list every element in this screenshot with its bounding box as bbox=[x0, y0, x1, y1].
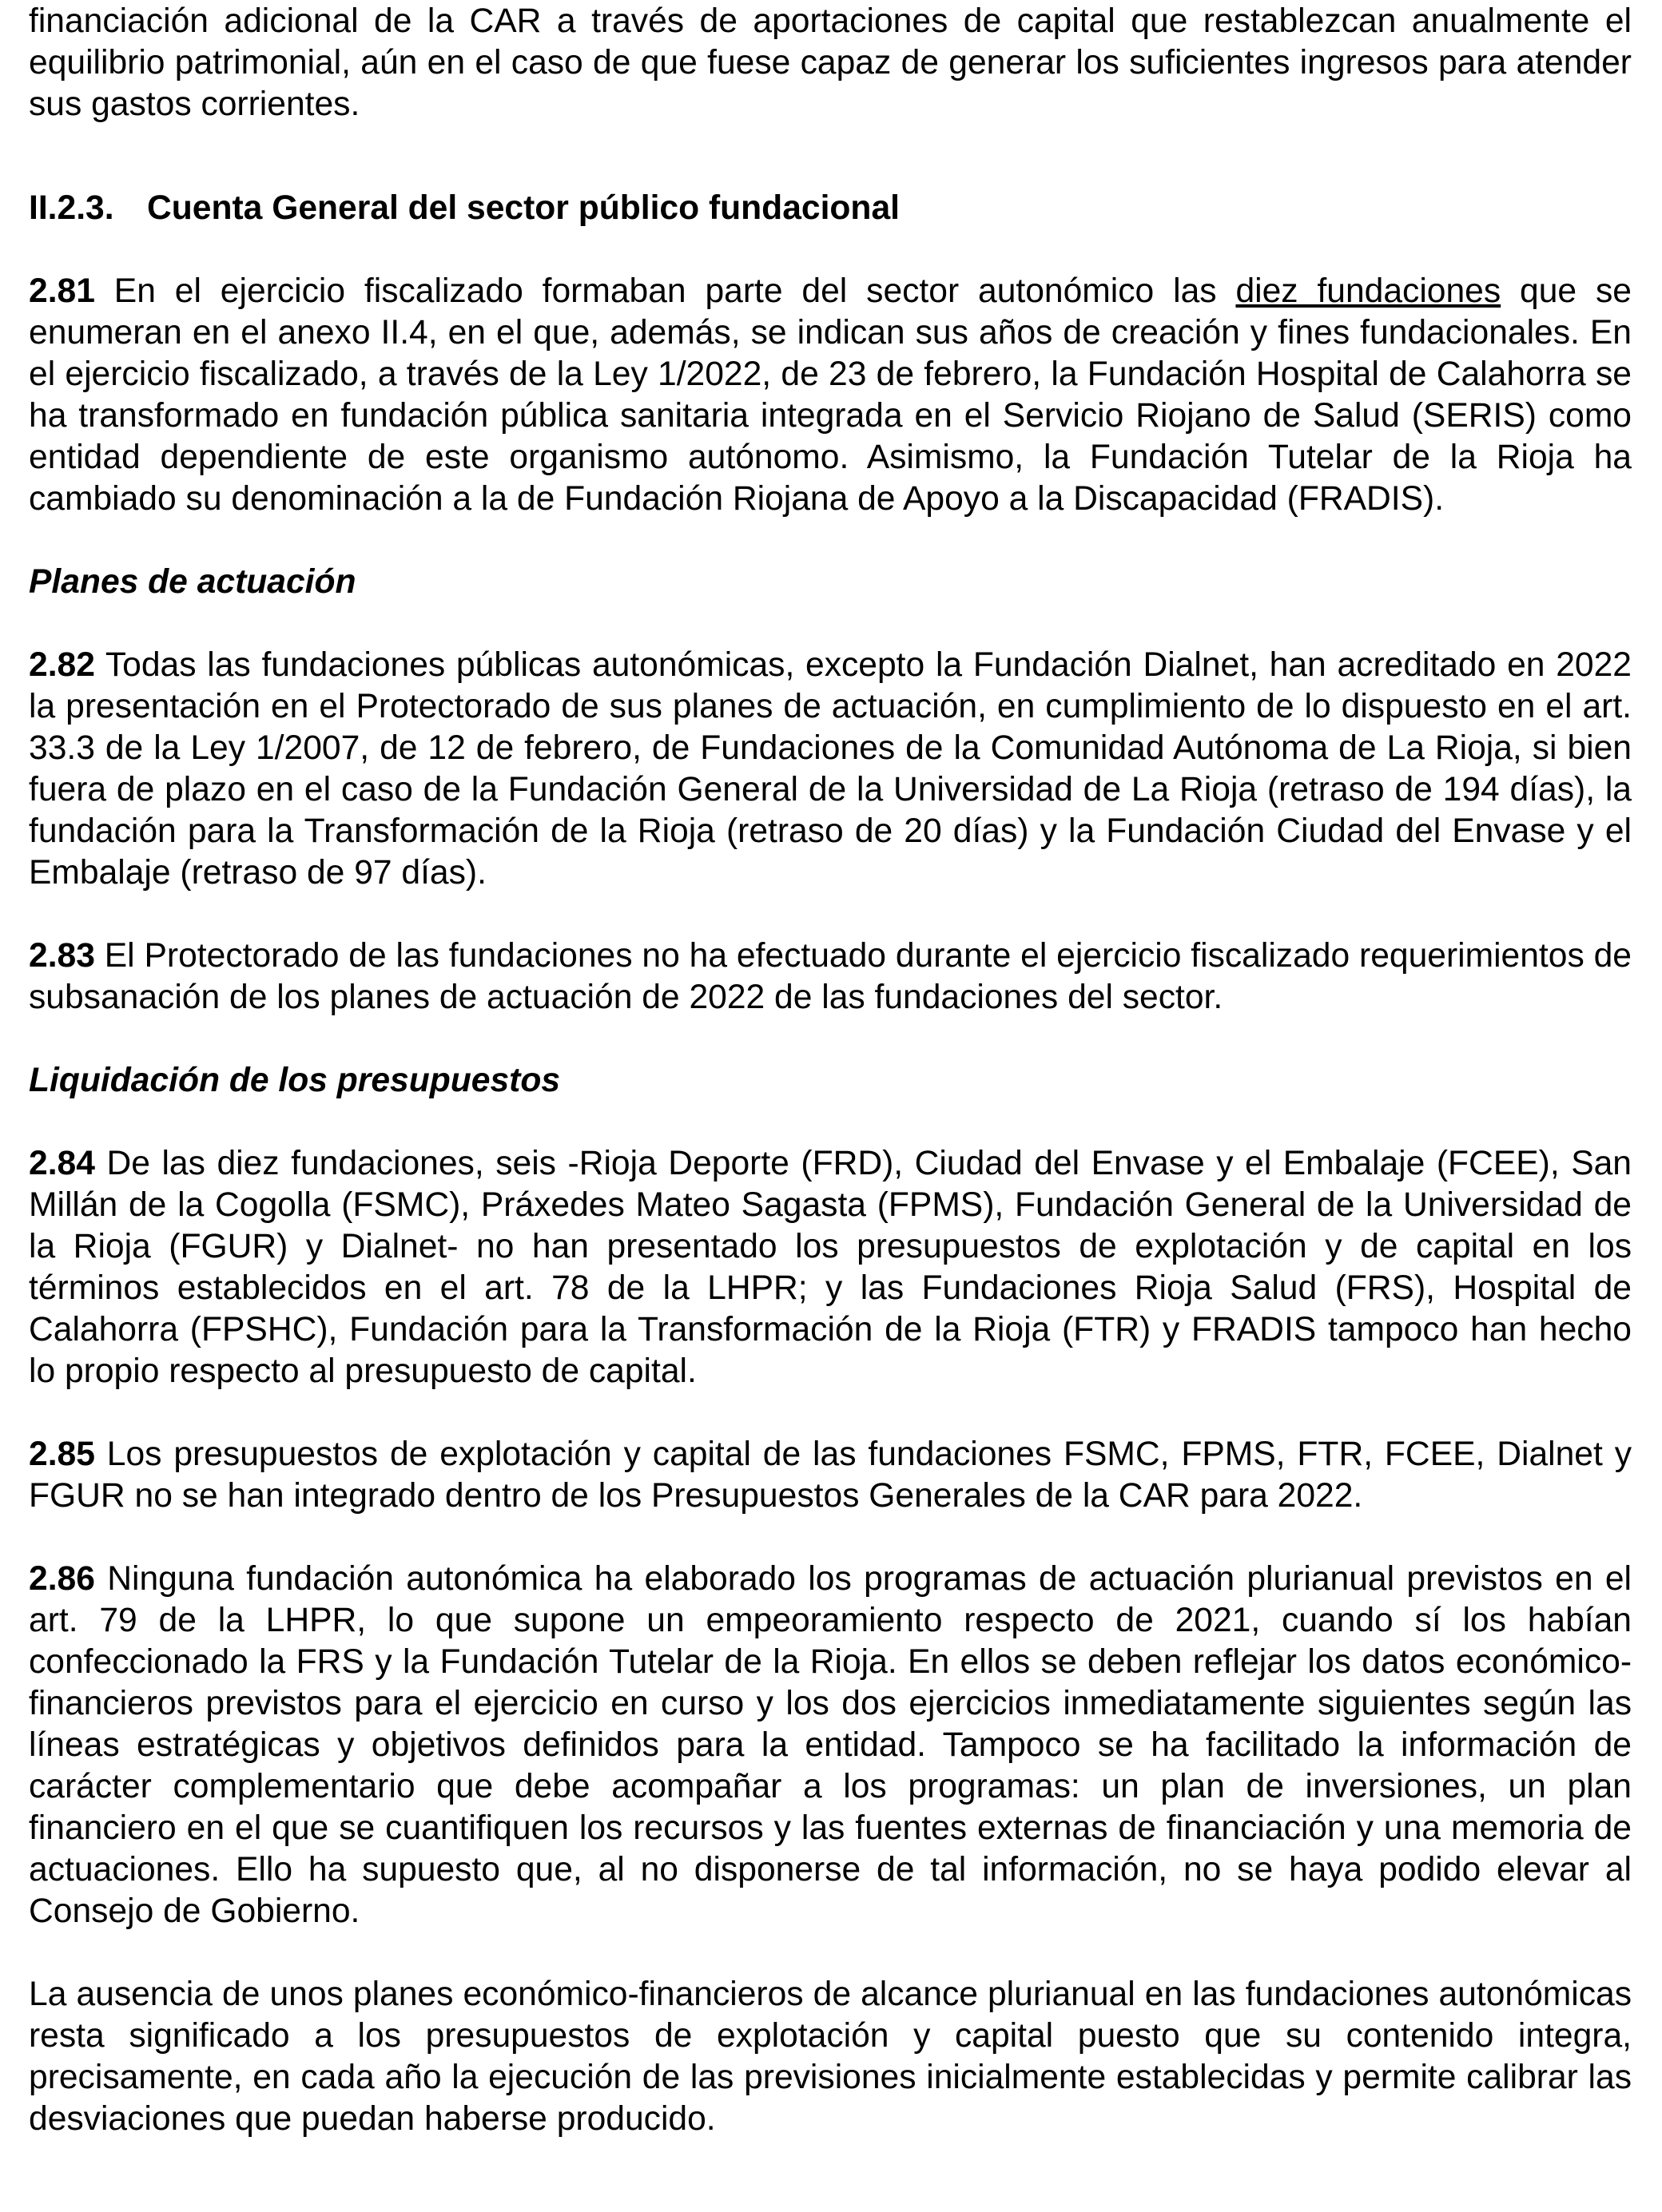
paragraph-number: 2.84 bbox=[29, 1144, 95, 1182]
section-heading bbox=[29, 187, 1632, 228]
paragraph-2-83 bbox=[29, 935, 1632, 1018]
paragraph-text: De las diez fundaciones, seis -Rioja Deporte (FRD), Ciudad del Envase y el Embalaje (FCEE), San Millán de la Cogolla (FSMC), Práxedes Mateo Sagasta (FPMS), Fundación General de la Universidad de la Rioja (FGUR) y Dialnet- no han presentado los presupuestos de explotación y de capital en los términos establecidos en el art. 78 de la LHPR; y las Fundaciones Rioja Salud (FRS), Hospital de Calahorra (FPSHC), Fundación para la Transformación de la Rioja (FTR) y FRADIS tampoco han hecho lo propio respecto al presupuesto de capital. bbox=[29, 1144, 1632, 1390]
paragraph-text: Los presupuestos de explotación y capital de las fundaciones FSMC, FPMS, FTR, FCEE, Dialnet y FGUR no se han integrado dentro de los Presupuestos Generales de la CAR para 2022. bbox=[29, 1435, 1632, 1515]
paragraph-number: 2.81 bbox=[29, 272, 95, 310]
paragraph-2-81 bbox=[29, 270, 1632, 519]
paragraph-number: 2.83 bbox=[29, 936, 95, 975]
paragraph-2-82 bbox=[29, 644, 1632, 893]
paragraph-text: Todas las fundaciones públicas autonómicas, excepto la Fundación Dialnet, han acreditado en 2022 la presentación en el Protectorado de sus planes de actuación, en cumplimiento de lo dispuesto en el art. 33.3 de la Ley 1/2007, de 12 de febrero, de Fundaciones de la Comunidad Autónoma de La Rioja, si bien fuera de plazo en el caso de la Fundación General de la Universidad de La Rioja (retraso de 194 días), la fundación para la Transformación de la Rioja (retraso de 20 días) y la Fundación Ciudad del Envase y el Embalaje (retraso de 97 días). bbox=[29, 645, 1632, 892]
closing-paragraph: La ausencia de unos planes económico-financieros de alcance plurianual en las fundaciones autonómicas resta significado a los presupuestos de explotación y capital puesto que su contenido integra, precisamente, en cada año la ejecución de las previsiones inicialmente establecidas y permite calibrar las desviaciones que puedan haberse producido. bbox=[29, 1975, 1632, 2138]
paragraph-text: Ninguna fundación autonómica ha elaborado los programas de actuación plurianual previstos en el art. 79 de la LHPR, lo que supone un empeoramiento respecto de 2021, cuando sí los habían confeccionado la FRS y la Fundación Tutelar de la Rioja. En ellos se deben reflejar los datos económico-financieros previstos para el ejercicio en curso y los dos ejercicios inmediatamente siguientes según las líneas estratégicas y objetivos definidos para la entidad. Tampoco se ha facilitado la información de carácter complementario que debe acompañar a los programas: un plan de inversiones, un plan financiero en el que se cuantifiquen los recursos y las fuentes externas de financiación y una memoria de actuaciones. Ello ha supuesto que, al no disponerse de tal información, no se haya podido elevar al Consejo de Gobierno. bbox=[29, 1559, 1632, 1930]
paragraph-2-84 bbox=[29, 1142, 1632, 1392]
paragraph-number: 2.86 bbox=[29, 1559, 95, 1598]
section-number: II.2.3. bbox=[29, 189, 114, 227]
paragraph-text-pre: En el ejercicio fiscalizado formaban parte del sector autonómico las bbox=[94, 272, 1236, 310]
paragraph-text: El Protectorado de las fundaciones no ha efectuado durante el ejercicio fiscalizado requerimientos de subsanación de los planes de actuación de 2022 de las fundaciones del sector. bbox=[29, 936, 1632, 1016]
paragraph-2-85 bbox=[29, 1433, 1632, 1516]
paragraph-2-86 bbox=[29, 1558, 1632, 1932]
intro-paragraph: financiación adicional de la CAR a través de aportaciones de capital que restablezcan anualmente el equilibrio patrimonial, aún en el caso de que fuese capaz de generar los suficientes ingresos para atender sus gastos corrientes. bbox=[29, 2, 1632, 123]
paragraph-number: 2.85 bbox=[29, 1435, 95, 1473]
underlined-term: diez fundaciones bbox=[1235, 272, 1501, 310]
section-title: Cuenta General del sector público fundacional bbox=[147, 189, 900, 227]
document-page bbox=[29, 0, 1632, 2139]
paragraph-number: 2.82 bbox=[29, 645, 95, 684]
subheading-planes-de-actuacion: Planes de actuación bbox=[29, 562, 356, 601]
subheading-liquidacion-presupuestos: Liquidación de los presupuestos bbox=[29, 1061, 561, 1099]
paragraph-text-post: que se enumeran en el anexo II.4, en el que, además, se indican sus años de creación y fines fundacionales. En el ejercicio fiscalizado, a través de la Ley 1/2022, de 23 de febrero, la Fundación Hospital de Calahorra se ha transformado en fundación pública sanitaria integrada en el Servicio Riojano de Salud (SERIS) como entidad dependiente de este organismo autónomo. Asimismo, la Fundación Tutelar de la Rioja ha cambiado su denominación a la de Fundación Riojana de Apoyo a la Discapacidad (FRADIS). bbox=[29, 272, 1632, 518]
